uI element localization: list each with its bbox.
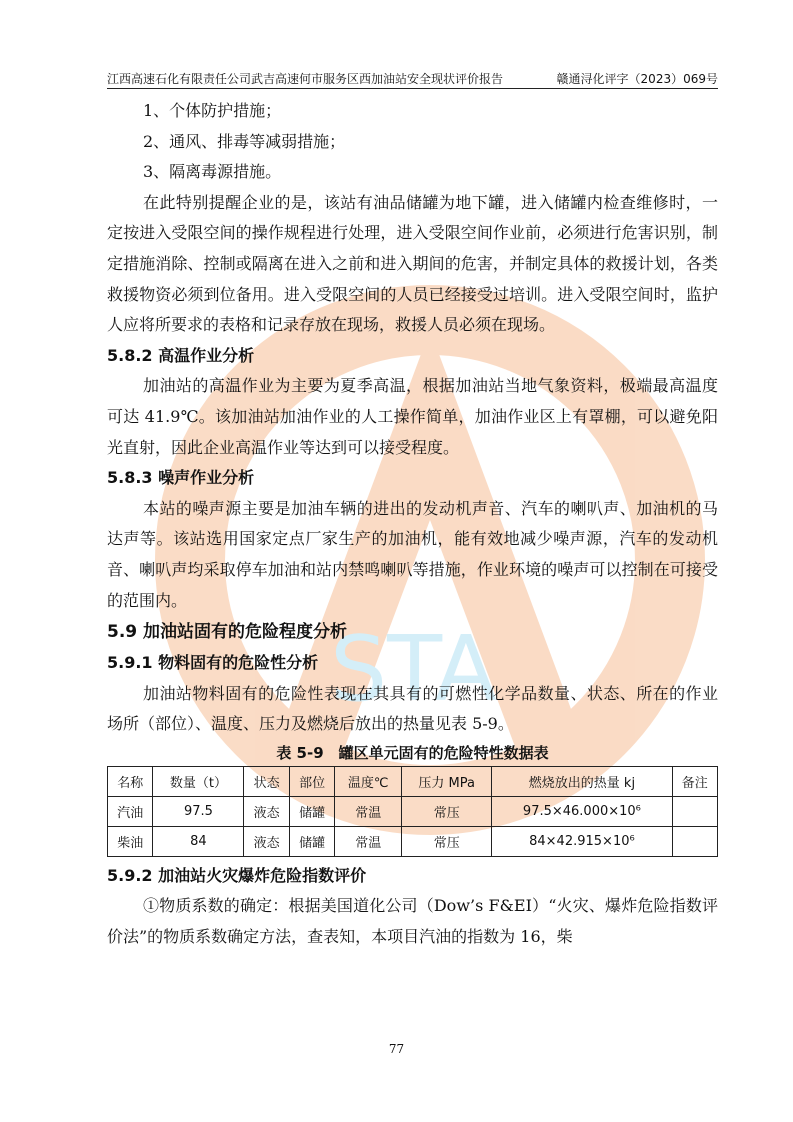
table-header-cell: 备注	[672, 766, 717, 796]
table-cell	[672, 826, 717, 856]
table-cell: 常压	[402, 826, 492, 856]
table-header-cell: 温度℃	[335, 766, 402, 796]
table-cell: 84	[153, 826, 244, 856]
section-heading-5-9-2: 5.9.2 加油站火灾爆炸危险指数评价	[107, 865, 367, 885]
table-cell: 97.5×46.000×10⁶	[492, 796, 672, 826]
hazard-data-table	[107, 766, 718, 857]
table-caption: 表 5-9 罐区单元固有的危险特性数据表	[276, 743, 549, 762]
watermark-logo-letters: STA	[330, 617, 497, 722]
section-heading-5-9-1: 5.9.1 物料固有的危险性分析	[107, 653, 319, 673]
paragraph-noise: 本站的噪声源主要是加油车辆的进出的发动机声音、汽车的喇叭声、加油机的马达声等。该站选用国家定点厂家生产的加油机，能有效地减少噪声源，汽车的发动机音、喇叭声均采取停车加油和站内禁鸣喇叭等措施，作业环境的噪声可以控制在可接受的范围内。	[107, 498, 718, 610]
table-cell: 储罐	[289, 826, 334, 856]
list-item: 2、通风、排毒等减弱措施；	[143, 131, 346, 151]
table-cell: 汽油	[108, 796, 153, 826]
table-cell: 储罐	[289, 796, 334, 826]
section-heading-5-9: 5.9 加油站固有的危险程度分析	[107, 622, 348, 643]
page-header	[107, 68, 718, 89]
section-heading-5-8-2: 5.8.2 高温作业分析	[107, 345, 255, 365]
table-cell: 常温	[335, 796, 402, 826]
table-header-cell: 燃烧放出的热量 kj	[492, 766, 672, 796]
header-title: 江西高速石化有限责任公司武吉高速何市服务区西加油站安全现状评价报告	[107, 72, 504, 86]
table-cell: 液态	[244, 826, 289, 856]
table-header-cell: 部位	[289, 766, 334, 796]
list-item: 1、个体防护措施；	[143, 101, 282, 120]
section-heading-5-8-3: 5.8.3 噪声作业分析	[107, 468, 255, 488]
table-cell	[672, 796, 717, 826]
table-cell: 柴油	[108, 826, 153, 856]
table-cell: 液态	[244, 796, 289, 826]
table-row	[108, 826, 718, 856]
table-cell: 97.5	[153, 796, 244, 826]
table-cell: 84×42.915×10⁶	[492, 826, 672, 856]
page-body	[107, 96, 718, 953]
table-header-cell: 名称	[108, 766, 153, 796]
paragraph-high-temperature: 加油站的高温作业为主要为夏季高温，根据加油站当地气象资料，极端最高温度可达 41.9℃。该加油站加油作业的人工操作简单，加油作业区上有罩棚，可以避免阳光直射，因此企业高温作业等达到可以接受程度。	[107, 376, 718, 457]
header-doc-number: 赣通浔化评字（2023）069号	[556, 72, 718, 86]
paragraph-confined-space: 在此特别提醒企业的是，该站有油品储罐为地下罐，进入储罐内检查维修时，一定按进入受限空间的操作规程进行处理，进入受限空间作业前，必须进行危害识别，制定措施消除、控制或隔离在进入之前和进入期间的危害，并制定具体的救援计划，各类救援物资必须到位备用。进入受限空间的人员已经接受过培训。进入受限空间时，监护人应将所要求的表格和记录存放在现场，救援人员必须在现场。	[107, 192, 718, 335]
table-row	[108, 796, 718, 826]
table-cell: 常温	[335, 826, 402, 856]
list-item: 3、隔离毒源措施。	[143, 162, 282, 182]
table-cell: 常压	[402, 796, 492, 826]
paragraph-material-hazard: 加油站物料固有的危险性表现在其具有的可燃性化学品数量、状态、所在的作业场所（部位）、温度、压力及燃烧后放出的热量见表 5-9。	[107, 683, 718, 734]
table-header-cell: 状态	[244, 766, 289, 796]
table-header-row	[108, 766, 718, 796]
table-header-cell: 压力 MPa	[402, 766, 492, 796]
paragraph-dow-index: ①物质系数的确定：根据美国道化公司（Dow’s F&EI）“火灾、爆炸危险指数评价法”的物质系数确定方法，查表知，本项目汽油的指数为 16，柴	[107, 896, 718, 947]
table-header-cell: 数量（t）	[153, 766, 244, 796]
page-number: 77	[388, 1042, 405, 1056]
